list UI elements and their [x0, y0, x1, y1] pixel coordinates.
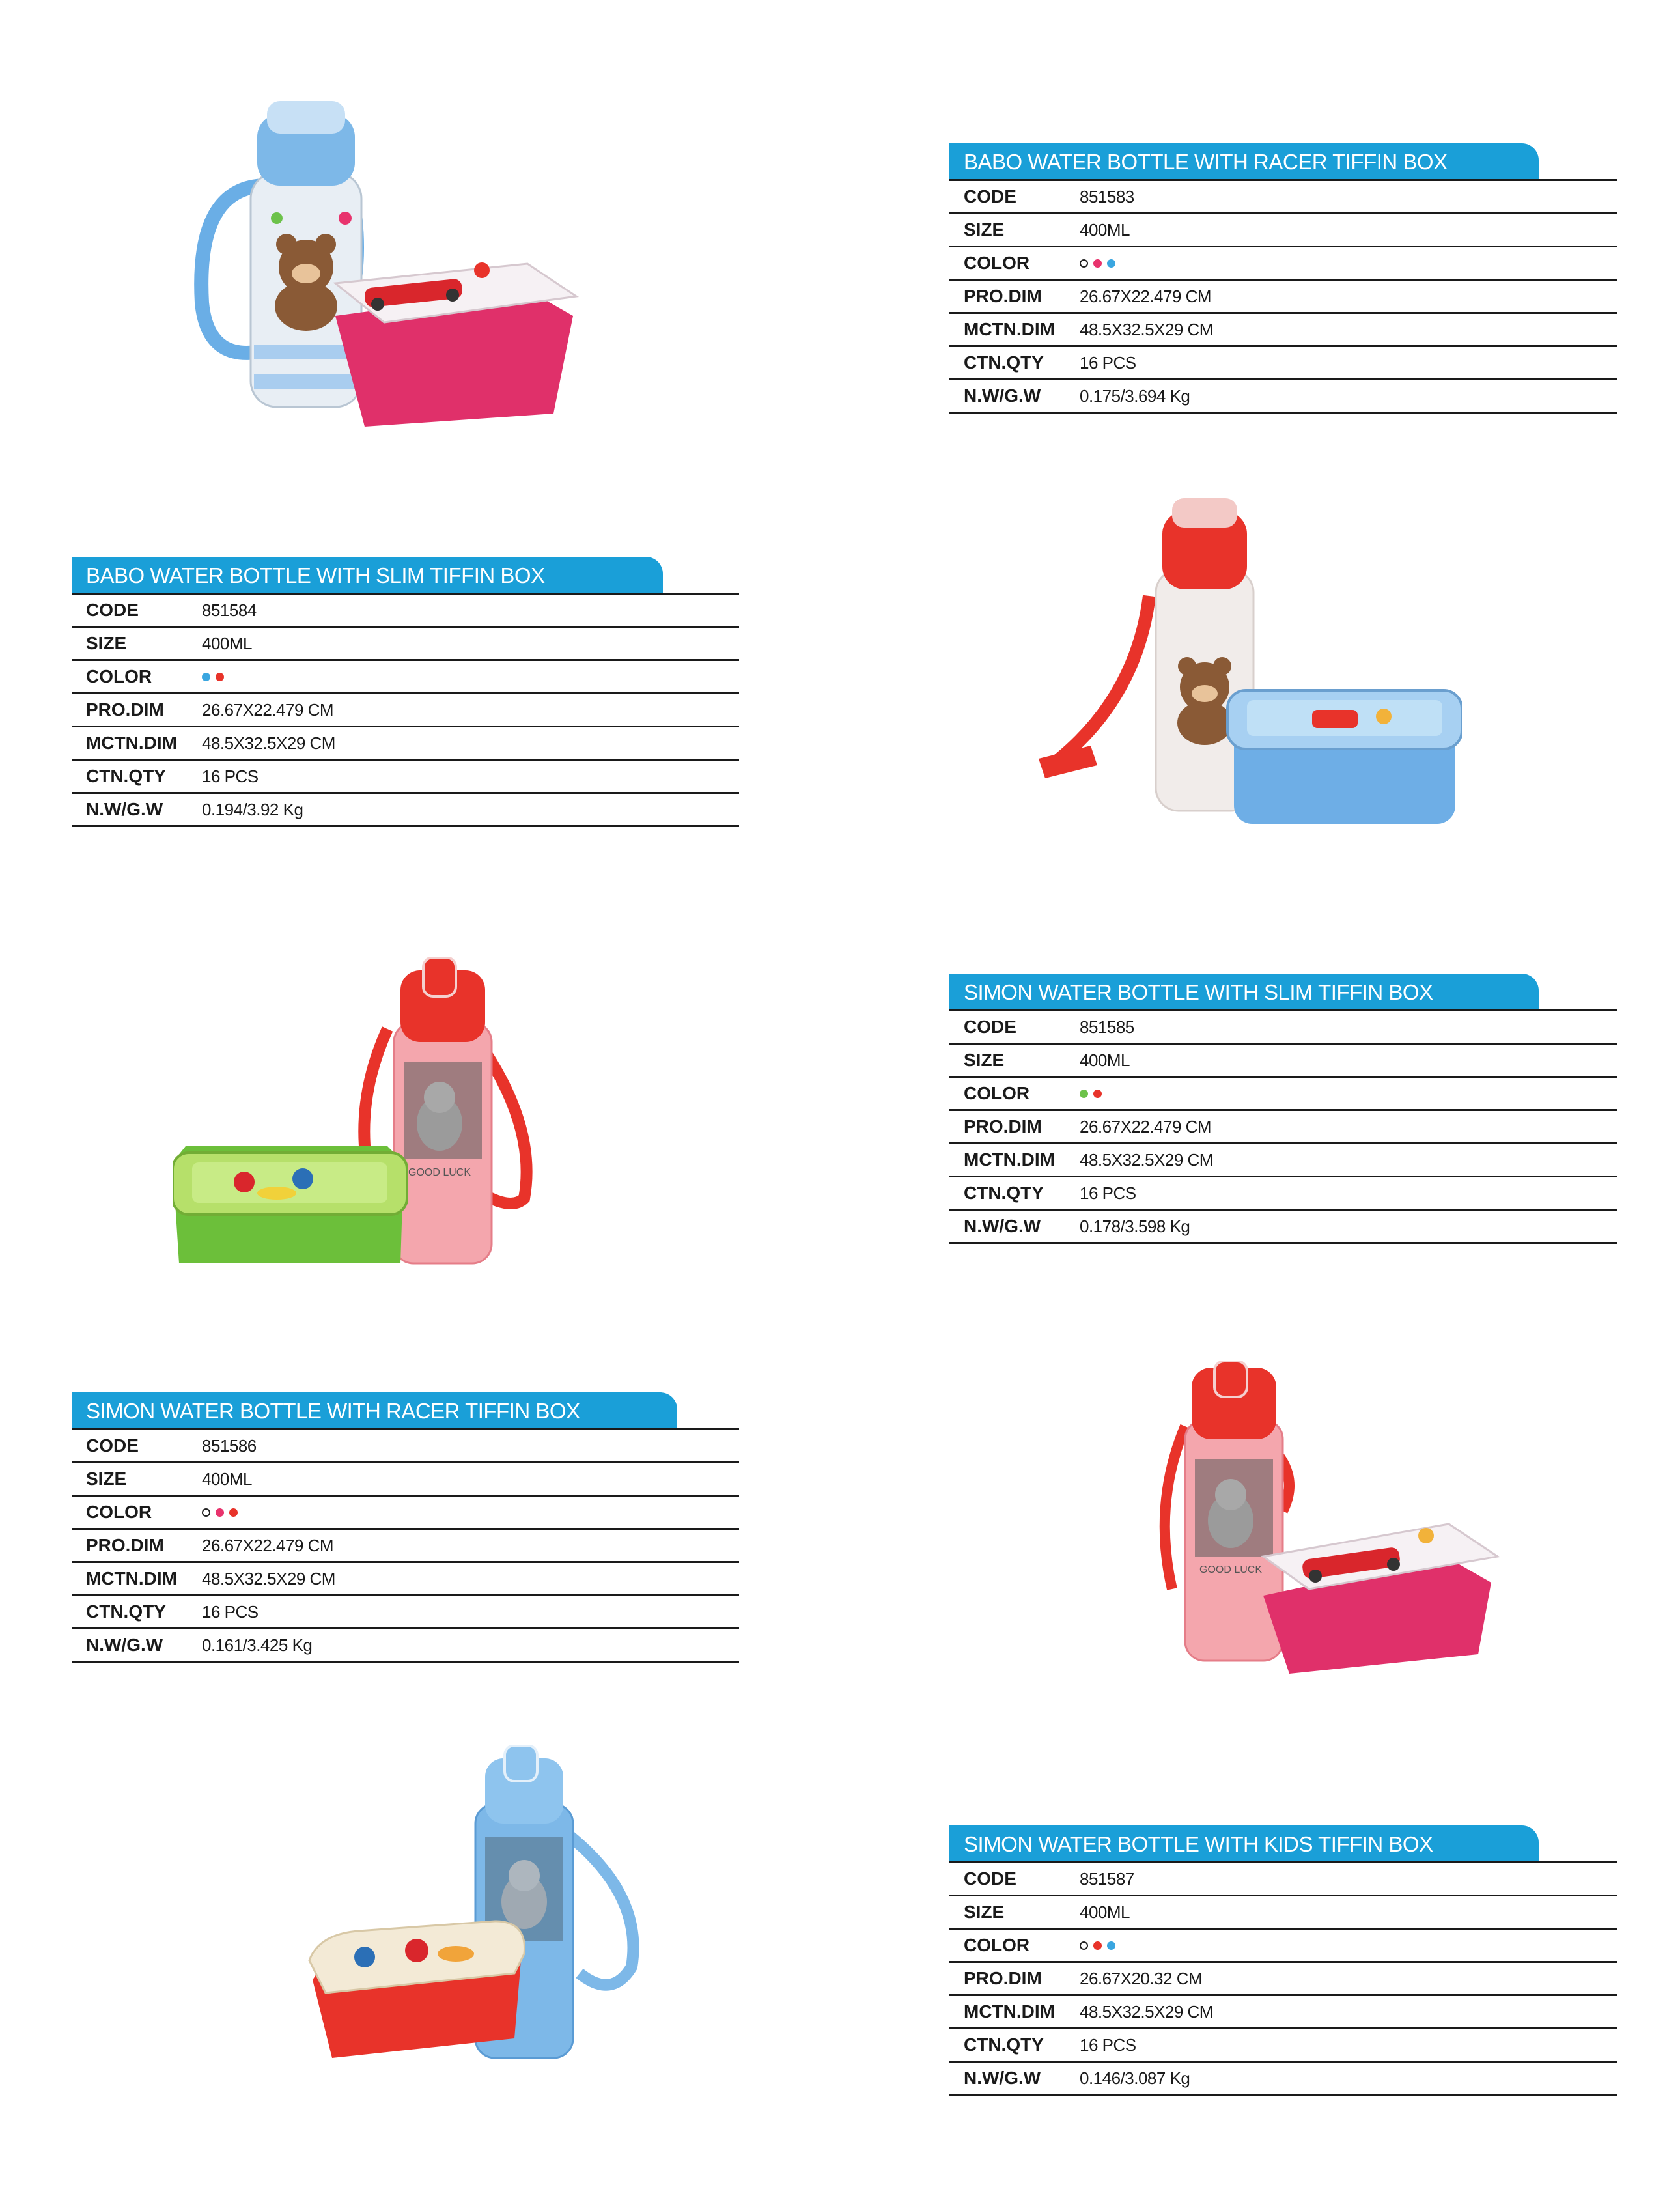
spec-title	[72, 1392, 739, 1430]
spec-title	[949, 1825, 1617, 1863]
spec-row-size	[949, 1045, 1617, 1078]
product-image-851584	[1032, 492, 1462, 830]
spec-key: CTN.QTY	[964, 1183, 1044, 1203]
product-image-851583	[189, 88, 580, 427]
spec-row-color	[72, 1497, 739, 1530]
spec-value	[1080, 259, 1115, 268]
spec-value: 48.5X32.5X29 CM	[202, 733, 335, 753]
color-swatch	[216, 1508, 224, 1517]
spec-row-code	[949, 1863, 1617, 1896]
spec-value: 16 PCS	[202, 1601, 259, 1622]
spec-key: SIZE	[964, 1050, 1005, 1070]
spec-key: COLOR	[964, 253, 1030, 273]
spec-row-mctn-dim	[72, 727, 739, 761]
spec-table-851586	[72, 1392, 739, 1663]
spec-row-mctn-dim	[949, 314, 1617, 347]
spec-row-n-w-g-w	[72, 1629, 739, 1663]
spec-key: CODE	[964, 1017, 1016, 1037]
color-swatch	[1093, 259, 1102, 268]
spec-key: N.W/G.W	[86, 799, 163, 819]
color-swatch	[202, 1508, 210, 1517]
spec-row-color	[949, 1930, 1617, 1963]
spec-key: COLOR	[964, 1935, 1030, 1955]
spec-title	[72, 557, 739, 595]
spec-key: MCTN.DIM	[86, 1568, 177, 1588]
spec-table-851585	[949, 974, 1617, 1244]
spec-key: PRO.DIM	[964, 286, 1042, 306]
color-swatch	[1080, 1941, 1088, 1950]
spec-title-tab: SIMON WATER BOTTLE WITH KIDS TIFFIN BOX	[949, 1825, 1539, 1861]
spec-title	[949, 974, 1617, 1011]
color-swatch	[1080, 259, 1088, 268]
color-swatch	[1093, 1090, 1102, 1098]
product-image-851587	[306, 1745, 658, 2071]
spec-key: CODE	[86, 600, 139, 620]
spec-key: PRO.DIM	[86, 1535, 164, 1555]
spec-row-code	[72, 595, 739, 628]
color-swatch	[1093, 1941, 1102, 1950]
spec-value: 400ML	[1080, 1050, 1130, 1070]
spec-key: MCTN.DIM	[964, 319, 1055, 339]
spec-value: 48.5X32.5X29 CM	[1080, 2001, 1213, 2022]
spec-value: 0.194/3.92 Kg	[202, 799, 303, 819]
spec-value: 16 PCS	[202, 766, 259, 786]
spec-value: 26.67X22.479 CM	[202, 699, 334, 720]
color-swatch	[229, 1508, 238, 1517]
spec-title	[949, 143, 1617, 181]
spec-row-ctn-qty	[949, 2029, 1617, 2063]
spec-row-size	[949, 214, 1617, 247]
color-swatch	[202, 673, 210, 681]
spec-key: CTN.QTY	[86, 1601, 166, 1622]
spec-row-ctn-qty	[72, 761, 739, 794]
spec-key: SIZE	[964, 1902, 1005, 1922]
spec-key: COLOR	[86, 666, 152, 686]
spec-key: MCTN.DIM	[964, 1149, 1055, 1170]
spec-row-n-w-g-w	[949, 2063, 1617, 2096]
spec-value: 26.67X20.32 CM	[1080, 1968, 1203, 1988]
color-swatch	[1107, 1941, 1115, 1950]
spec-key: COLOR	[964, 1083, 1030, 1103]
spec-value: 851583	[1080, 186, 1134, 206]
spec-key: PRO.DIM	[964, 1116, 1042, 1136]
spec-value: 48.5X32.5X29 CM	[1080, 1149, 1213, 1170]
spec-table-851583	[949, 143, 1617, 414]
spec-key: MCTN.DIM	[964, 2001, 1055, 2022]
spec-title-tab: BABO WATER BOTTLE WITH SLIM TIFFIN BOX	[72, 557, 663, 593]
spec-key: N.W/G.W	[964, 1216, 1041, 1236]
spec-value: 0.175/3.694 Kg	[1080, 386, 1190, 406]
spec-row-code	[72, 1430, 739, 1463]
spec-row-mctn-dim	[949, 1144, 1617, 1177]
spec-row-ctn-qty	[949, 1177, 1617, 1211]
good-luck-label: GOOD LUCK	[1199, 1564, 1263, 1575]
spec-value	[202, 1508, 238, 1517]
spec-value: 400ML	[1080, 219, 1130, 240]
spec-row-ctn-qty	[949, 347, 1617, 380]
spec-row-mctn-dim	[72, 1563, 739, 1596]
spec-key: N.W/G.W	[964, 386, 1041, 406]
spec-row-n-w-g-w	[72, 794, 739, 827]
spec-key: PRO.DIM	[86, 699, 164, 720]
spec-row-code	[949, 181, 1617, 214]
spec-key: N.W/G.W	[964, 2068, 1041, 2088]
spec-value: 48.5X32.5X29 CM	[1080, 319, 1213, 339]
color-swatch	[1080, 1090, 1088, 1098]
spec-key: SIZE	[964, 219, 1005, 240]
spec-value: 851585	[1080, 1017, 1134, 1037]
spec-key: MCTN.DIM	[86, 733, 177, 753]
spec-value: 16 PCS	[1080, 1183, 1136, 1203]
spec-value: 851584	[202, 600, 257, 620]
spec-value: 48.5X32.5X29 CM	[202, 1568, 335, 1588]
spec-key: SIZE	[86, 1469, 127, 1489]
product-image-851586	[1153, 1361, 1504, 1674]
spec-value: 851587	[1080, 1868, 1134, 1889]
spec-row-ctn-qty	[72, 1596, 739, 1629]
spec-value: 16 PCS	[1080, 2035, 1136, 2055]
spec-value: 0.146/3.087 Kg	[1080, 2068, 1190, 2088]
color-swatch	[1107, 259, 1115, 268]
spec-row-size	[72, 628, 739, 661]
spec-row-n-w-g-w	[949, 1211, 1617, 1244]
spec-title-tab: BABO WATER BOTTLE WITH RACER TIFFIN BOX	[949, 143, 1539, 179]
spec-row-n-w-g-w	[949, 380, 1617, 414]
spec-value: 0.178/3.598 Kg	[1080, 1216, 1190, 1236]
spec-value: 400ML	[202, 633, 252, 653]
spec-title-tab: SIMON WATER BOTTLE WITH RACER TIFFIN BOX	[72, 1392, 677, 1428]
spec-value	[1080, 1941, 1115, 1950]
spec-row-pro-dim	[949, 1963, 1617, 1996]
spec-row-code	[949, 1011, 1617, 1045]
spec-value	[202, 673, 224, 681]
spec-key: CTN.QTY	[964, 352, 1044, 373]
product-image-851585	[173, 957, 550, 1270]
spec-key: N.W/G.W	[86, 1635, 163, 1655]
spec-key: CODE	[964, 186, 1016, 206]
spec-key: SIZE	[86, 633, 127, 653]
spec-key: CTN.QTY	[964, 2035, 1044, 2055]
spec-key: PRO.DIM	[964, 1968, 1042, 1988]
spec-row-pro-dim	[949, 281, 1617, 314]
spec-value: 400ML	[1080, 1902, 1130, 1922]
spec-row-pro-dim	[72, 694, 739, 727]
spec-row-size	[949, 1896, 1617, 1930]
spec-key: CODE	[86, 1435, 139, 1456]
spec-title-tab: SIMON WATER BOTTLE WITH SLIM TIFFIN BOX	[949, 974, 1539, 1009]
spec-value: 400ML	[202, 1469, 252, 1489]
spec-table-851587	[949, 1825, 1617, 2096]
spec-row-pro-dim	[949, 1111, 1617, 1144]
spec-row-color	[949, 247, 1617, 281]
spec-value: 851586	[202, 1435, 257, 1456]
spec-value: 26.67X22.479 CM	[202, 1535, 334, 1555]
spec-row-mctn-dim	[949, 1996, 1617, 2029]
spec-row-pro-dim	[72, 1530, 739, 1563]
spec-key: CODE	[964, 1868, 1016, 1889]
spec-key: CTN.QTY	[86, 766, 166, 786]
spec-table-851584	[72, 557, 739, 827]
spec-value: 26.67X22.479 CM	[1080, 1116, 1212, 1136]
spec-value: 26.67X22.479 CM	[1080, 286, 1212, 306]
spec-row-size	[72, 1463, 739, 1497]
spec-key: COLOR	[86, 1502, 152, 1522]
good-luck-label: GOOD LUCK	[408, 1167, 471, 1178]
spec-value: 0.161/3.425 Kg	[202, 1635, 313, 1655]
spec-value: 16 PCS	[1080, 352, 1136, 373]
spec-row-color	[949, 1078, 1617, 1111]
spec-value	[1080, 1090, 1102, 1098]
spec-row-color	[72, 661, 739, 694]
color-swatch	[216, 673, 224, 681]
